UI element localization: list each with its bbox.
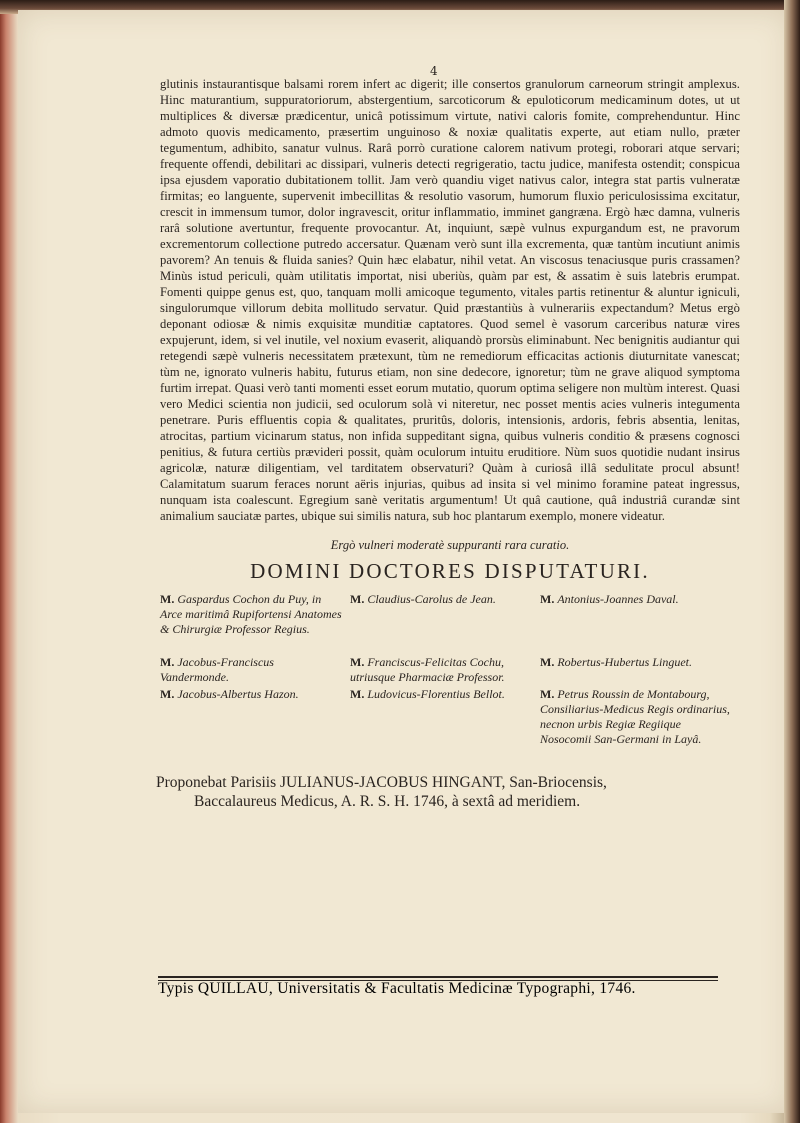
doctor-name: Jacobus-Franciscus Vandermonde. bbox=[160, 655, 274, 684]
doctor-prefix: M. bbox=[540, 655, 555, 669]
doctor-prefix: M. bbox=[350, 687, 365, 701]
doctor-prefix: M. bbox=[350, 592, 365, 606]
footer-rule bbox=[158, 976, 718, 978]
row-gap bbox=[160, 639, 740, 655]
page-content bbox=[156, 62, 740, 811]
doctor-prefix: M. bbox=[350, 655, 365, 669]
doctor-entry bbox=[160, 592, 350, 637]
doctors-heading: DOMINI DOCTORES DISPUTATURI. bbox=[250, 559, 650, 583]
doctor-entry bbox=[350, 592, 540, 637]
printer-imprint: Typis QUILLAU, Universitatis & Facultatis Medicinæ Typographi, 1746. bbox=[158, 980, 636, 997]
proponebat-notice bbox=[156, 773, 740, 811]
doctor-prefix: M. bbox=[160, 655, 175, 669]
doctor-name: Robertus-Hubertus Linguet. bbox=[557, 655, 692, 669]
doctor-name: Franciscus-Felicitas Cochu, utriusque Pharmaciæ Professor. bbox=[350, 655, 505, 684]
doctor-prefix: M. bbox=[540, 592, 555, 606]
doctor-name: Ludovicus-Florentius Bellot. bbox=[367, 687, 505, 701]
doctor-entry bbox=[350, 655, 540, 685]
doctors-list bbox=[160, 592, 740, 749]
doctor-name: Claudius-Carolus de Jean. bbox=[367, 592, 496, 606]
doctor-entry bbox=[160, 655, 350, 685]
doctor-name: Gaspardus Cochon du Puy, in Arce maritimâ Rupifortensi Anatomes & Chirurgiæ Professor Regius. bbox=[160, 592, 342, 636]
right-binding bbox=[784, 0, 800, 1123]
doctor-name: Jacobus-Albertus Hazon. bbox=[177, 687, 299, 701]
proponebat-line-1: Proponebat Parisiis JULIANUS-JACOBUS HINGANT, San-Briocensis, bbox=[156, 774, 607, 791]
doctor-prefix: M. bbox=[540, 687, 555, 701]
doctor-prefix: M. bbox=[160, 687, 175, 701]
doctor-name: Petrus Roussin de Montabourg, Consiliarius-Medicus Regis ordinarius, necnon urbis Regiæ Regiique Nosocomii San-Germani in Layâ. bbox=[540, 687, 730, 746]
doctor-entry bbox=[540, 687, 740, 747]
page-number: 4 bbox=[430, 64, 438, 78]
doctor-entry bbox=[160, 687, 350, 747]
doctor-name: Antonius-Joannes Daval. bbox=[557, 592, 679, 606]
proponebat-line-2: Baccalaureus Medicus, A. R. S. H. 1746, à sextâ ad meridiem. bbox=[194, 793, 581, 810]
doctor-entry bbox=[540, 592, 740, 637]
doctor-entry bbox=[540, 655, 740, 685]
doctor-entry bbox=[350, 687, 540, 747]
doctor-prefix: M. bbox=[160, 592, 175, 606]
conclusion: Ergò vulneri moderatè suppuranti rara curatio. bbox=[330, 538, 570, 552]
body-text: glutinis instaurantisque balsami rorem infert ac digerit; ille consertos granulorum carneorum stringit amplexus. Hinc maturantium, suppuratoriorum, abstergentium, sarcoticorum & epuloticorum medicaminum dotes, ut ut multiplices & diversæ prædicentur, unicâ potissimum virtute, nativi caloris fomite, comprehenduntur. Hinc admoto quovis medicamento, præsertim unguinoso & noxiæ qualitatis experte, aut etiam nullo, præter tegumentum, adhibito, sanatur vulnus. Rarâ porrò curatione calorem nativum protegi, roborari atque servari; frequente offendi, debilitari ac dissipari, vulneris detecti regrigeratio, tactu judice, manifesta ostendit; conspicua ipsa ejusdem vaporatio dubitationem tollit. Jam verò quandiu viget nativus calor, integra stat partis vulneratæ firmitas; eo languente, supervenit imbecillitas & resolutio vasorum, humorum fluxio periculosissima excitatur, crescit in immensum tumor, dolor ingravescit, oritur inflammatio, imminet gangræna. Ergò hæc damna, vulneris rarâ solutione avertuntur, frequente provocantur. At, inquiunt, sæpè vulnus expurgandum est, ne pravorum excrementorum collectione putredo accersatur. Quænam verò sunt illa excrementa, quæ tantùm incutiunt animis pavorem? An tenuis & fluida sanies? Quin hæc elabatur, nihil vetat. An viscosus tenaciusque puris crassamen? Minùs istud periculi, quàm utilitatis importat, nisi uberiùs, quàm par est, & assatim è suis latebris erumpat. Fomenti quippe genus est, quo, tanquam molli amicoque tegumento, vitales partis retinentur & aluntur igniculi, singulorumque villorum debita mollitudo servatur. Quid præstantiùs à vulnerariis expectandum? Metus ergò deponant odiosæ & nimis exquisitæ munditiæ captatores. Quod semel è vasorum carceribus naturæ vires expujerunt, idem, si vel inutile, vel noxium evaserit, aliquandò prorsùs eliminabunt. Nec benignitis audiantur qui retegendi sæpè vulneris necessitatem prætexunt, tùm ne remediorum efficacitas actionis diuturnitate vanescat; tùm ne, ignorato vulneris habitu, futurus etiam, non sine dedecore, ignoretur; tùm ne grave aliquod symptoma furtim irrepat. Quasi verò tanti momenti esset eorum mutatio, quorum optima seligere non multùm interest. Quasi vero Medici scientia non judicii, sed oculorum solà vi niteretur, nec posset mentis acies vulneris integumenta penetrare. Puris effluentis copia & qualitates, pruritûs, doloris, intensionis, ardoris, febris absentia, lenitas, atrocitas, partium vicinarum status, non infida suppeditant signa, quibus vulneris conditio & præsens cognosci penitius, & futura certiùs prævideri possit, quàm oculorum intuitu eruditiore. Nùm suos quotidie nudant insirus agricolæ, naturæ diligentiam, vel tarditatem observaturi? Quàm à curiosâ illâ sedulitate procul absunt! Calamitatum suarum feraces norunt aëris injurias, quibus ad insita si vel minimo foramine pateat ingressus, nunquam ista coalescunt. Egregium sanè veritatis argumentum! Ut quâ cautione, quâ industriâ curandæ sint animalium sauciatæ partes, ubique sui similis natura, sub hoc plantarum exemplo, monere videatur. bbox=[160, 77, 740, 523]
